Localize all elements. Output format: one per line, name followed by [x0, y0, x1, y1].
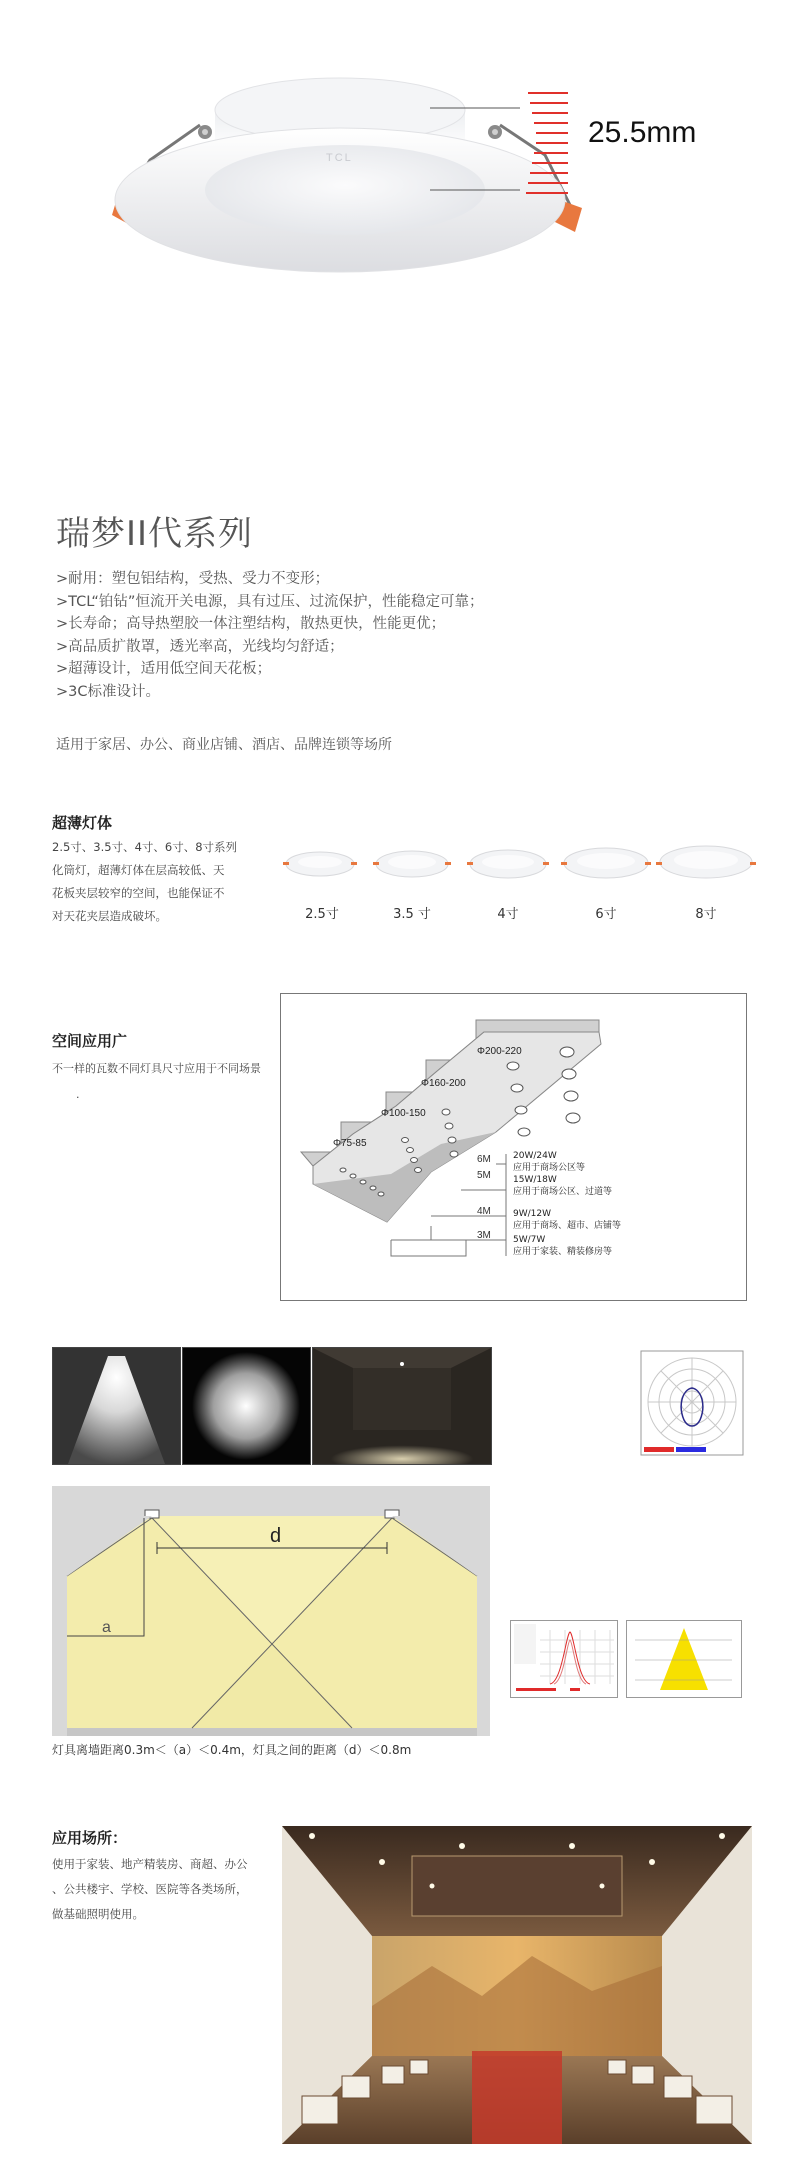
distance-a-label: a: [102, 1619, 111, 1636]
feature-item: >超薄设计，适用低空间天花板；: [56, 661, 272, 677]
hall-photo: [282, 1826, 752, 2144]
lamp-6: [561, 848, 651, 878]
spot-photo: [182, 1347, 311, 1465]
feature-list: [56, 568, 483, 703]
lamp-8: [656, 846, 756, 878]
brand-embossed: TCL: [326, 152, 353, 164]
diameter-label: Φ75-85: [333, 1138, 367, 1149]
description-line: 、公共楼宇、学校、医院等各类场所，: [52, 1882, 248, 1896]
description-line: 2.5寸、3.5寸、4寸、6寸、8寸系列: [52, 840, 238, 854]
space-description: 不一样的瓦数不同灯具尺寸应用于不同场景: [52, 1062, 261, 1075]
power-label: 15W/18W: [513, 1175, 557, 1185]
description-line: 做基础照明使用。: [52, 1907, 144, 1921]
power-label: 5W/7W: [513, 1235, 546, 1245]
feature-item: >高品质扩散罩，透光率高，光线均匀舒适；: [56, 638, 344, 655]
usage-label: 应用于商场公区等: [513, 1163, 586, 1173]
size-label: 4寸: [497, 907, 519, 922]
usage-label: 应用于家装、精装修房等: [513, 1247, 613, 1257]
space-diagram: [280, 993, 747, 1301]
feature-item: >3C标准设计。: [56, 683, 160, 700]
size-label: 3.5 寸: [393, 907, 431, 922]
size-label: 2.5寸: [305, 907, 339, 922]
spacing-caption: 灯具离墙距离0.3m＜（a）＜0.4m，灯具之间的距离（d）＜0.8m: [52, 1743, 412, 1757]
height-label: 5M: [477, 1170, 491, 1181]
description-line: 使用于家装、地产精装房、商超、办公: [52, 1857, 248, 1871]
feature-item: >耐用：塑包铝结构，受热、受力不变形；: [56, 571, 330, 587]
application-title: 应用场所：: [52, 1829, 128, 1847]
usage-label: 应用于商场公区、过道等: [513, 1187, 613, 1197]
height-label: 3M: [477, 1230, 491, 1241]
diameter-label: Φ160-200: [421, 1078, 466, 1089]
size-label: 8寸: [695, 907, 717, 922]
beam-photo: [52, 1347, 181, 1465]
height-label: 6M: [477, 1154, 491, 1165]
feature-item: >TCL“铂钻”恒流开关电源，具有过压、过流保护，性能稳定可靠；: [56, 593, 484, 610]
lamp-25: [283, 852, 357, 876]
diameter-label: Φ100-150: [381, 1108, 426, 1119]
downlight-illustration: [0, 0, 800, 300]
height-label: 4M: [477, 1206, 491, 1217]
size-label: 6寸: [595, 907, 617, 922]
room-photo: [312, 1347, 492, 1465]
lamp-35: [373, 851, 451, 877]
lamp-4: [467, 850, 549, 878]
ultra-thin-description: [52, 836, 252, 928]
description-line: 对天花夹层造成破坏。: [52, 909, 167, 923]
hero-product: [0, 0, 800, 300]
spacing-diagram: [52, 1486, 490, 1736]
usage-label: 应用于商场、超市、店铺等: [513, 1221, 622, 1231]
description-line: 花板夹层较窄的空间，也能保证不: [52, 886, 225, 900]
distance-d-label: d: [270, 1525, 282, 1547]
space-dot: .: [76, 1088, 80, 1101]
size-lineup: [280, 832, 760, 892]
polar-distribution-chart: [640, 1350, 744, 1456]
application-description: [52, 1852, 252, 1927]
power-label: 20W/24W: [513, 1151, 557, 1161]
feature-item: >长寿命；高导热塑胶一体注塑结构，散热更快，性能更优；: [56, 616, 446, 632]
power-label: 9W/12W: [513, 1209, 552, 1219]
description-line: 化筒灯，超薄灯体在层高较低、天: [52, 863, 225, 877]
photometric-charts: [510, 1620, 742, 1698]
series-title: 瑞梦II代系列: [56, 514, 254, 554]
space-title: 空间应用广: [52, 1032, 128, 1050]
dimension-label: 25.5mm: [588, 116, 697, 149]
diameter-label: Φ200-220: [477, 1046, 522, 1057]
ultra-thin-title: 超薄灯体: [52, 814, 113, 832]
stair-diagram: [281, 994, 746, 1300]
applicable-scenes: 适用于家居、办公、商业店铺、酒店、品牌连锁等场所: [56, 737, 392, 753]
